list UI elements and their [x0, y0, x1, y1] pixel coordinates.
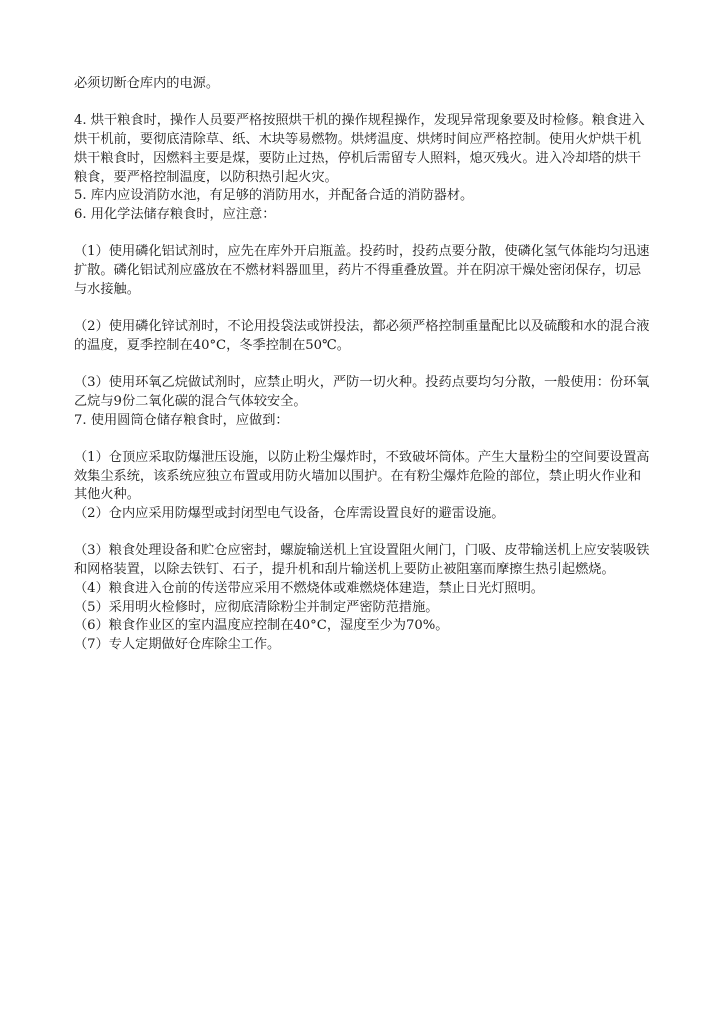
paragraph-item-6-3: （3）使用环氧乙烷做试剂时，应禁止明火，严防一切火种。投药点要均匀分散，一般使用：份环氧乙烷与9份二氧化碳的混合气体较安全。 — [74, 375, 650, 409]
paragraph-item-7: 7. 使用圆筒仓储存粮食时，应做到： — [74, 412, 289, 428]
paragraph-gap — [74, 356, 654, 375]
paragraph-item-7-2: （2）仓内应采用防爆型或封闭型电气设备，仓库需设置良好的避雷设施。 — [74, 506, 505, 522]
paragraph-power-off: 必须切断仓库内的电源。 — [74, 76, 220, 91]
paragraph-item-6: 6. 用化学法储存粮食时，应注意： — [74, 206, 276, 222]
paragraph-item-7-3: （3）粮食处理设备和贮仓应密封，螺旋输送机上宜设置阻火闸门，门吸、皮带输送机上应安装吸铁和网格装置，以除去铁钉、石子，提升机和刮片输送机上要防止被阻塞而摩擦生热引起燃烧。 — [74, 543, 650, 578]
paragraph-gap — [74, 94, 654, 113]
paragraph-gap — [74, 524, 654, 543]
paragraph-item-7-4: （4）粮食进入仓前的传送带应采用不燃烧体或难燃烧体建造，禁止日光灯照明。 — [74, 580, 544, 596]
paragraph-item-5: 5. 库内应设消防水池，有足够的消防用水，并配备合适的消防器材。 — [74, 188, 474, 204]
document-body — [74, 75, 654, 655]
paragraph-item-7-5: （5）采用明火检修时，应彻底清除粉尘并制定严密防范措施。 — [74, 599, 439, 615]
paragraph-gap — [74, 225, 654, 244]
paragraph-item-7-6: （6）粮食作业区的室内温度应控制在40°C，湿度至少为70%。 — [74, 618, 449, 634]
paragraph-item-6-2: （2）使用磷化锌试剂时，不论用投袋法或饼投法，都必须严格控制重量配比以及硫酸和水的混合液的温度，夏季控制在40°C，冬季控制在50℃。 — [74, 319, 650, 353]
paragraph-item-7-1: （1）仓顶应采取防爆泄压设施，以防止粉尘爆炸时，不致破坏筒体。产生大量粉尘的空间要设置高效集尘系统，该系统应独立布置或用防火墙加以围护。在有粉尘爆炸危险的部位，禁止明火作业和其他火种。 — [74, 449, 650, 503]
paragraph-gap — [74, 430, 654, 449]
paragraph-gap — [74, 299, 654, 318]
paragraph-item-4: 4. 烘干粮食时，操作人员要严格按照烘干机的操作规程操作，发现异常现象要及时检修。粮食进入烘干机前，要彻底清除草、纸、木块等易燃物。烘烤温度、烘烤时间应严格控制。使用火炉烘干机烘干粮食时，因燃料主要是煤，要防止过热，停机后需留专人照料，熄灭残火。进入冷却塔的烘干粮食，要严格控制温度，以防积热引起火灾。 — [74, 113, 645, 185]
paragraph-item-6-1: （1）使用磷化铝试剂时，应先在库外开启瓶盖。投药时，投药点要分散，使磷化氢气体能均匀迅速扩散。磷化铝试剂应盛放在不燃材料器皿里，药片不得重叠放置。并在阴凉干燥处密闭保存，切忌与水接触。 — [74, 244, 650, 297]
paragraph-item-7-7: （7）专人定期做好仓库除尘工作。 — [74, 637, 281, 652]
